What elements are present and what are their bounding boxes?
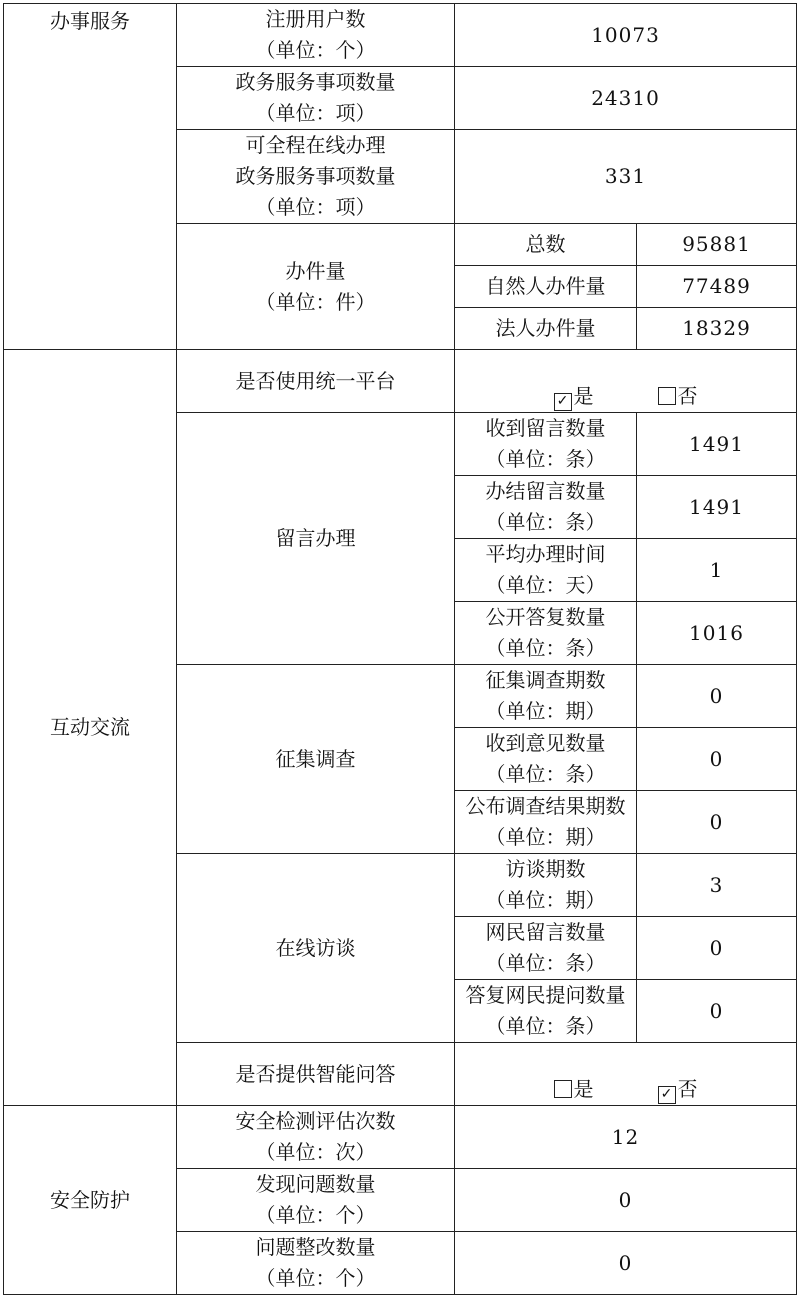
section-interaction: 互动交流 — [4, 350, 177, 1106]
security-issues-fixed-label: 问题整改数量 （单位：个） — [177, 1232, 455, 1295]
messages-avg-time-value: 1 — [637, 539, 797, 602]
messages-closed-value: 1491 — [637, 476, 797, 539]
smart-qa-yes-label: 是 — [573, 1077, 594, 1101]
messages-public-reply-label: 公开答复数量 （单位：条） — [455, 602, 637, 665]
registered-users-label: 注册用户数 （单位：个） — [177, 4, 455, 67]
survey-periods-value: 0 — [637, 665, 797, 728]
interview-netizen-messages-label: 网民留言数量 （单位：条） — [455, 917, 637, 980]
cases-natural-person-label: 自然人办件量 — [455, 266, 637, 308]
smart-qa-no-label: 否 — [677, 1077, 698, 1101]
survey-results-value: 0 — [637, 791, 797, 854]
interview-netizen-messages-value: 0 — [637, 917, 797, 980]
unified-platform-yes-checkbox[interactable]: ✓ — [554, 393, 572, 411]
messages-public-reply-value: 1016 — [637, 602, 797, 665]
security-issues-found-label: 发现问题数量 （单位：个） — [177, 1169, 455, 1232]
survey-periods-label: 征集调查期数 （单位：期） — [455, 665, 637, 728]
messages-label: 留言办理 — [177, 413, 455, 665]
cases-natural-person-value: 77489 — [637, 266, 797, 308]
security-issues-found-value: 0 — [455, 1169, 797, 1232]
online-items-value: 331 — [455, 130, 797, 224]
security-assessments-value: 12 — [455, 1106, 797, 1169]
interview-replies-value: 0 — [637, 980, 797, 1043]
smart-qa-yes-checkbox[interactable] — [554, 1080, 572, 1098]
cases-legal-person-label: 法人办件量 — [455, 308, 637, 350]
survey-opinions-value: 0 — [637, 728, 797, 791]
messages-avg-time-label: 平均办理时间 （单位：天） — [455, 539, 637, 602]
survey-results-label: 公布调查结果期数 （单位：期） — [455, 791, 637, 854]
unified-platform-no-checkbox[interactable] — [658, 387, 676, 405]
security-issues-fixed-value: 0 — [455, 1232, 797, 1295]
cases-label: 办件量 （单位：件） — [177, 224, 455, 350]
messages-closed-label: 办结留言数量 （单位：条） — [455, 476, 637, 539]
section-office-service: 办事服务 — [4, 4, 177, 350]
smart-qa-options — [455, 1043, 797, 1106]
unified-platform-no-label: 否 — [677, 384, 698, 408]
interview-periods-label: 访谈期数 （单位：期） — [455, 854, 637, 917]
unified-platform-options — [455, 350, 797, 413]
smart-qa-no-checkbox[interactable]: ✓ — [658, 1086, 676, 1104]
interview-replies-label: 答复网民提问数量 （单位：条） — [455, 980, 637, 1043]
cases-legal-person-value: 18329 — [637, 308, 797, 350]
service-items-value: 24310 — [455, 67, 797, 130]
messages-received-label: 收到留言数量 （单位：条） — [455, 413, 637, 476]
interview-label: 在线访谈 — [177, 854, 455, 1043]
survey-label: 征集调查 — [177, 665, 455, 854]
messages-received-value: 1491 — [637, 413, 797, 476]
survey-opinions-label: 收到意见数量 （单位：条） — [455, 728, 637, 791]
smart-qa-label: 是否提供智能问答 — [177, 1043, 455, 1106]
online-items-label: 可全程在线办理 政务服务事项数量 （单位：项） — [177, 130, 455, 224]
section-security: 安全防护 — [4, 1106, 177, 1295]
security-assessments-label: 安全检测评估次数 （单位：次） — [177, 1106, 455, 1169]
cases-total-value: 95881 — [637, 224, 797, 266]
unified-platform-label: 是否使用统一平台 — [177, 350, 455, 413]
cases-total-label: 总数 — [455, 224, 637, 266]
registered-users-value: 10073 — [455, 4, 797, 67]
unified-platform-yes-label: 是 — [573, 384, 594, 408]
interview-periods-value: 3 — [637, 854, 797, 917]
service-items-label: 政务服务事项数量 （单位：项） — [177, 67, 455, 130]
stats-table — [3, 3, 797, 1295]
